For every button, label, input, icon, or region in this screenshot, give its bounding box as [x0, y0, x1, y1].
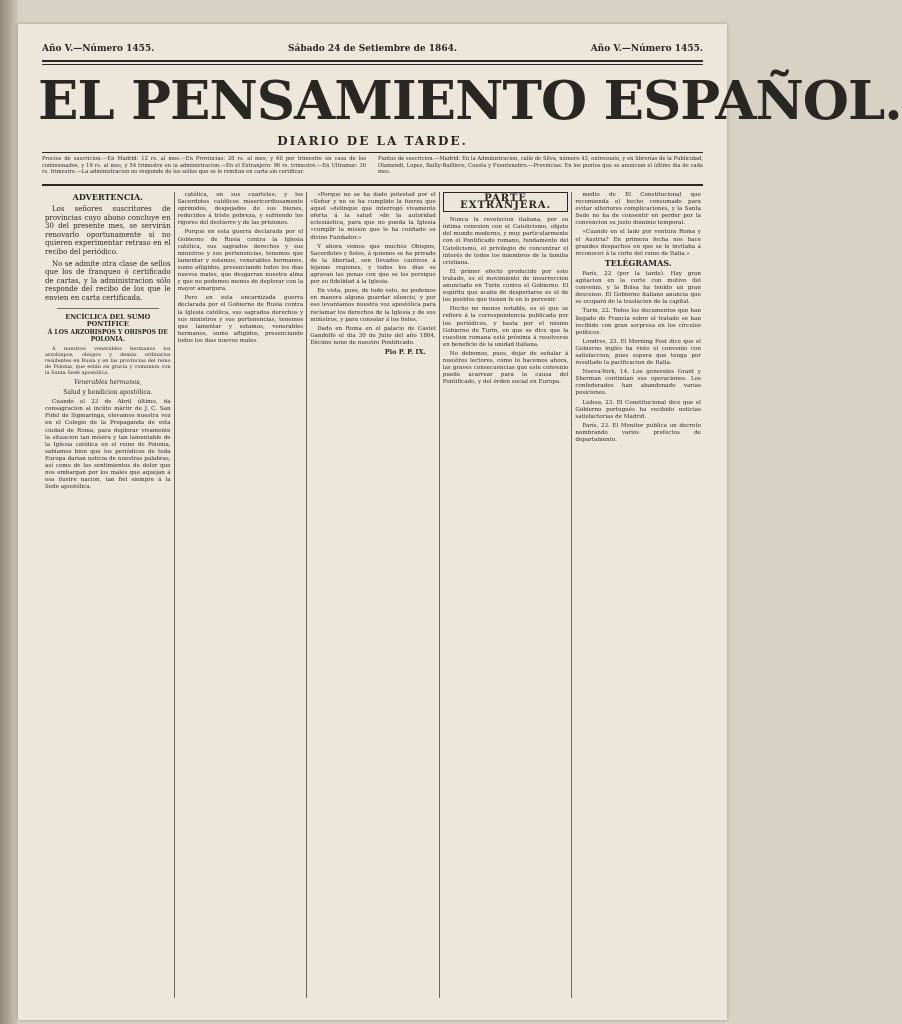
telegram-item: Londres, 23. El Morning Post dice que el Gobierno inglés ha visto el convenio con satisfaccion, pues espera que tenga por resultado la pacificacion de Italia.	[575, 338, 701, 367]
article-columns	[42, 192, 704, 998]
info-rule-top	[42, 152, 703, 153]
article-paragraph: El primer efecto producido por este tratado, es el movimiento de insurreccion anunciado en Turin contra el Gobierno. El espíritu que acaba de despertarse es el de los pueblos que tienen fe en lo porvenir.	[442, 268, 569, 304]
subscription-points: Puntos de suscricion.—Madrid: En la Administracion, calle de Silva, número 43, entresuelo, y en librerías de la Publicidad, Olamendi, Lopez, Bailly-Bailliere, Cuesta y Fuentenebro.—Provincias: En los puntos que se anuncian el último dia de cada mes.	[378, 156, 703, 176]
article-paragraph: En vista, pues, de todo esto, no podemos en manera alguna guardar silencio, y por eso levantamos nuestra voz apostólica para reclamar los derechos de la Iglesia y de sus ministros, y para consolar á los fieles.	[310, 288, 436, 323]
telegram-item: París, 23. El Monitor publica un decreto nombrando varios prefectos de departamento.	[575, 422, 701, 443]
encyclical-signature: Pio P. P. IX.	[384, 347, 426, 356]
article-paragraph: Nunca la revolucion italiana, por su íntima conexion con el Catolicismo, objeto del mundo moderno, y muy particularmente con el Pontificado romano, fundamento del Catolicismo, el privilegio de concentrar el interés de todos los miembros de la familia cristiana.	[442, 217, 569, 266]
notice-paragraph: Los señores suscritores de provincias cuyo abono concluye en 30 del presente mes, se servirán renovarlo oportunamente si no quieren experimentar retraso en el recibo del periódico.	[45, 205, 171, 257]
article-paragraph: Y ahora vemos que muchos Obispos, Sacerdotes y fieles, á quienes se ha privado de la libertad, son llevados cautivos á lejanas regiones, y todos los dias se agravan las penas con que se les persigue por su fidelidad á la Iglesia.	[310, 243, 436, 286]
issue-date: Sábado 24 de Setiembre de 1864.	[288, 44, 457, 54]
greeting: Venerables hermanos,	[74, 379, 142, 386]
telegram-item: París, 22 (por la tarde). Hay gran agitacion en la corte con motivo del convenio, y la Bolsa ha tenido un gran descenso. El Gobierno italiano anuncia que se ocupará de la traslacion de la capital.	[575, 270, 701, 306]
volume-number-left: Año V.—Número 1455.	[42, 44, 155, 54]
column-3	[307, 192, 440, 998]
article-paragraph: católica, en sus cuarteles; y los Sacerdotes católicos misericordiosamente oprimidos, despojados de sus bienes, reducidos á triste pobreza, y sufriendo los rigores del destierro y de las prisiones.	[177, 192, 304, 227]
notice-heading: ADVERTENCIA.	[72, 192, 143, 202]
encyclical-subheading: Á LOS ARZOBISPOS Y OBISPOS DE POLONIA.	[47, 328, 168, 343]
info-rule-bottom	[42, 184, 703, 186]
telegram-item: Lisboa, 23. El Constitucional dice que el Gobierno portugués ha recibido noticias satisfactorias de Madrid.	[575, 399, 701, 420]
section-heading-foreign: PARTE EXTRANJERA.	[443, 192, 569, 212]
binding-spine	[0, 0, 18, 1024]
notice-block	[45, 205, 171, 303]
article-paragraph: Cuando el 23 de Abril último, da consagracion al inclito mártir de J. C. San Fidel de Sigmaringa, elevamos nuestra voz en el Colegio de la Propaganda de esta ciudad de Roma, para deplorar vivamente la situacion tan mísera y tan lamentable de la Iglesia católica en el reino de Polonia, sabíamos bien que los periódicos de toda Europa darian noticia de nuestras palabras, así como de los sentimientos de dolor que nos embargan por los males que aquejan á esa ilustre nacion, tan fiel siempre á la Sede apostólica.	[45, 399, 171, 491]
newspaper-subtitle: DIARIO DE LA TARDE.	[277, 134, 468, 148]
column-1	[42, 192, 175, 998]
masthead-rule-top-thin	[42, 64, 703, 65]
article-paragraph: No debemos, pues, dejar de señalar á nuestros lectores, como lo hacemos ahora, las graves consecuencias que este convenio puede acarrear para la causa del Pontificado, y del órden social en Europa.	[442, 350, 569, 386]
article-paragraph: medio de El Constitucional que recomienda el hecho consumado para evitar ulteriores complicaciones, y la Santa Sede no ha de consentir en perder por la convencion su justo dominio temporal.	[575, 192, 701, 227]
encyclical-note: Á nuestros venerables hermanos los arzobispos, obispos y demás ordinarios residentes en Rusia y en las provincias del reino de Polonia, que están en gracia y comunion con la Santa Sede apostólica.	[45, 346, 171, 376]
newspaper-page	[18, 24, 902, 1020]
volume-number-right: Año V.—Número 1455.	[590, 44, 703, 54]
masthead-rule-top	[42, 60, 703, 62]
encyclical-date-line: Dado en Roma en el palacio de Castel Gandolfo el dia 30 de Julio del año 1864, Décimo nono de nuestro Pontificado.	[310, 325, 436, 346]
column-separator	[57, 308, 159, 309]
subscription-prices: Precios de suscricion.—En Madrid: 12 rs. al mes.—En Provincias: 20 rs. al mes, y 60 por trimestre en casa de los comisionados, y 19 rs. al mes, y 54 trimestre en la administracion.—En el Extranjero: 96 rs. trimestre.—En Ultramar: 30 rs. trimestre.—La administracion no responde de los sellos que se le remitan en carta sin certificar.	[42, 156, 366, 176]
article-paragraph: «Porque no se ha dado potestad por el »Señor y no se ha cumplido la fuerza que aquel »delinque que interrogó vivamente oferta á la salud »de la autoridad eclesiástica, para que no pueda la Iglesia »cumplir la mision que le ha confiado su divino Fundador.»	[310, 192, 436, 241]
column-5	[572, 192, 704, 998]
masthead-topline	[42, 44, 703, 58]
notice-paragraph: No se admite otra clase de sellos que los de franqueo ó certificado de cartas, y la administracion sólo responde del recibo de los que le envien en carta certificada.	[45, 259, 171, 303]
telegram-item: Nueva-York, 14. Los generales Grant y Sherman continúan sus operaciones. Los confederados han abandonado varias posiciones.	[575, 369, 701, 397]
article-paragraph: «Cuando en el lado por ventura Roma y el Austria? En primera fecha nos hace grandes despachos en que se le invitaba á reconocer á la corte del reino de Italia.»	[575, 229, 701, 257]
encyclical-heading: ENCÍCLICA DEL SUMO PONTÍFICE	[65, 312, 151, 328]
blessing: Salud y bendicion apostólica.	[63, 389, 153, 397]
article-paragraph: Pero en esta encarnizada guerra declarada por el Gobierno de Rusia contra la Iglesia católica, sus sagrados derechos y sus ministros y sus pertenencias, tenemos que lamentar y estamos, venerables hermanos, sumo afligidos, presenciando todos los dias nuevos males.	[177, 295, 304, 344]
column-4	[440, 192, 573, 998]
article-paragraph: Hecho no menos notable, es el que se refiere á la correspondencia publicada por los periódicos, y hasta por el mismo Gobierno de Turin, en que se dice que la cuestion romana está próxima á resolverse en beneficio de la unidad italiana.	[442, 306, 569, 348]
article-paragraph: Porque en esta guerra declarada por el Gobierno de Rusia contra la Iglesia católica, sus sagrados derechos y sus ministros y sus pertenencias, tenemos que lamentar y estamos, venerables hermanos, sumo afligidos, presenciando todos los dias nuevos males, que desgarran nuestra alma y que no podemos menos de deplorar con la mayor amargura.	[177, 229, 304, 293]
telegram-item: Turin, 22. Todos los documentos que han llegado de Francia sobre el tratado se han recibido con gran sorpresa en los círculos políticos.	[575, 308, 701, 336]
column-2	[175, 192, 308, 998]
newspaper-title: EL PENSAMIENTO ESPAÑOL.	[38, 70, 902, 132]
telegrams-heading: TELÉGRAMAS.	[604, 257, 672, 268]
